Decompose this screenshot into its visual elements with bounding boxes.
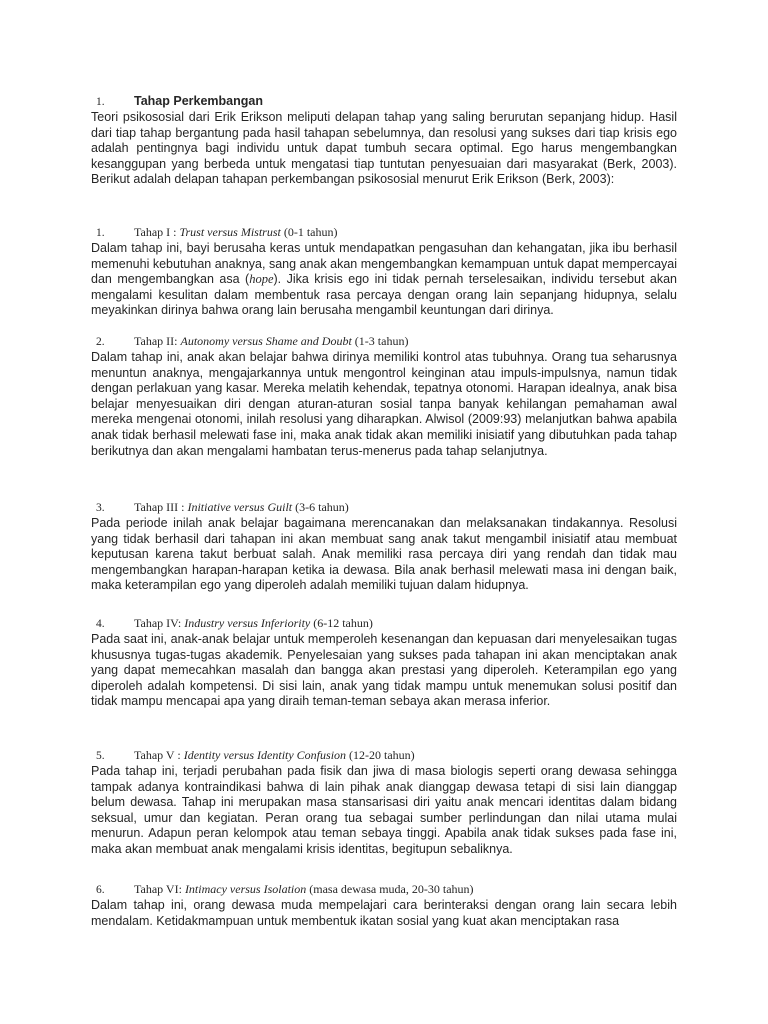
stage-name: Trust versus Mistrust (179, 225, 281, 239)
stage-age: (3-6 tahun) (292, 500, 349, 514)
stage-age: (12-20 tahun) (346, 748, 415, 762)
stage-label: Tahap III : (134, 500, 188, 514)
stage-heading (91, 748, 677, 764)
stage-name: Autonomy versus Shame and Doubt (180, 334, 352, 348)
stage-age: (6-12 tahun) (310, 616, 373, 630)
stage-paragraph: Pada periode inilah anak belajar bagaimana merencanakan dan melaksanakan tindakannya. Resolusi yang tidak berhasil dari tahapan ini akan membuat sang anak takut mengambil inisiatif atau membuat keputusan karena takut berbuat salah. Anak memiliki rasa percaya diri yang rendah dan tidak mau mengembangkan harapan-harapan ketika ia dewasa. Bila anak berhasil melewati masa ini dengan baik, maka keterampilan ego yang diperoleh adalah memiliki tujuan dalam hidupnya. (91, 516, 677, 593)
stage-text-part: ). Jika krisis ego ini tidak pernah terselesaikan, individu tersebut akan mengalami kesulitan dalam membentuk rasa percaya dengan orang lain sepanjang hidupnya, selalu meyakinkan dirinya bahwa orang lain berusaha mengambil keuntungan dari dirinya. (91, 272, 677, 318)
intro-section (91, 94, 677, 188)
stage-paragraph: Pada tahap ini, terjadi perubahan pada fisik dan jiwa di masa biologis seperti orang dewasa sehingga tampak adanya kontraindikasi bahwa di lain pihak anak dianggap dewasa tetapi di sisi lain dianggap belum dewasa. Tahap ini merupakan masa stansarisasi diri yaitu anak mencari identitas dalam bidang seksual, umur dan kegiatan. Peran orang tua sebagai sumber perlindungan dan nilai utama mulai menurun. Adapun peran kelompok atau teman sebaya tinggi. Apabila anak tidak sukses pada fase ini, maka akan membuat anak mengalami krisis identitas, begitupun sebaliknya. (91, 764, 677, 856)
stage-heading (91, 500, 677, 516)
stage-number: 3. (96, 502, 105, 514)
stage-name: Intimacy versus Isolation (184, 882, 307, 896)
section-heading (91, 94, 677, 110)
stage-name: Industry versus Inferiority (184, 616, 311, 630)
stage-6 (91, 882, 677, 929)
stage-heading (91, 882, 677, 898)
stage-name: Identity versus Identity Confusion (183, 748, 347, 762)
stage-number: 2. (96, 336, 105, 348)
stage-label: Tahap II: (134, 334, 181, 348)
stage-number: 5. (96, 750, 105, 762)
intro-paragraph: Teori psikososial dari Erik Erikson meliputi delapan tahap yang saling berurutan sepanjang hidup. Hasil dari tiap tahap bergantung pada hasil tahapan sebelumnya, dan resolusi yang sukses dari tiap krisis ego adalah pentingnya bagi individu untuk dapat tumbuh secara optimal. Ego harus mengembangkan kesanggupan yang berbeda untuk mengatasi tiap tuntutan penyesuaian dari masyarakat (Berk, 2003). Berikut adalah delapan tahapan perkembangan psikososial menurut Erik Erikson (Berk, 2003): (91, 110, 677, 187)
stage-text-part: Dalam tahap ini, bayi berusaha keras untuk mendapatkan pengasuhan dan kehangatan, jika ibu berhasil memenuhi kebutuhan anaknya, sang anak akan mengembangkan kemampuan untuk dapat mempercayai dan mengembangkan asa ( (91, 241, 677, 287)
stage-age: (masa dewasa muda, 20-30 tahun) (306, 882, 474, 896)
stage-label: Tahap IV: (134, 616, 185, 630)
stage-label: Tahap V : (134, 748, 184, 762)
stage-heading (91, 225, 677, 241)
stage-age: (0-1 tahun) (280, 225, 338, 239)
stage-1 (91, 225, 677, 319)
section-title: Tahap Perkembangan (134, 94, 263, 108)
stage-name: Initiative versus Guilt (187, 500, 293, 514)
stage-text-italic: hope (249, 272, 274, 287)
stage-paragraph: Dalam tahap ini, anak akan belajar bahwa dirinya memiliki kontrol atas tubuhnya. Orang tua seharusnya menuntun anaknya, mengajarkannya untuk mengontrol keinginan atau impuls-impulsnya, namun tidak dengan perlakuan yang kasar. Mereka melatih kehendak, tepatnya otonomi. Harapan idealnya, anak bisa belajar menyesuaikan diri dengan aturan-aturan sosial tanpa banyak kehilangan pemahaman awal mereka mengenai otonomi, inilah resolusi yang diharapkan. Alwisol (2009:93) melanjutkan bahwa apabila anak tidak berhasil melewati fase ini, maka anak tidak akan memiliki inisiatif yang dibutuhkan pada tahap berikutnya dan akan mengalami hambatan terus-menerus pada tahap selanjutnya. (91, 350, 677, 458)
section-number: 1. (96, 96, 105, 108)
stage-number: 1. (96, 227, 105, 239)
stage-age: (1-3 tahun) (351, 334, 409, 348)
stage-paragraph: Pada saat ini, anak-anak belajar untuk memperoleh kesenangan dan kepuasan dari menyelesaikan tugas khususnya tugas-tugas akademik. Penyelesaian yang sukses pada tahapan ini akan menciptakan anak yang dapat memecahkan masalah dan bangga akan prestasi yang diperoleh. Keterampilan ego yang diperoleh adalah kompetensi. Di sisi lain, anak yang tidak mampu untuk menemukan solusi positif dan tidak mampu mencapai apa yang diraih teman-teman sebaya akan merasa inferior. (91, 632, 677, 709)
stage-4 (91, 616, 677, 710)
stage-heading (91, 616, 677, 632)
stage-paragraph (91, 241, 677, 319)
stage-number: 4. (96, 618, 105, 630)
stage-number: 6. (96, 884, 105, 896)
stage-label: Tahap VI: (134, 882, 185, 896)
stage-2 (91, 334, 677, 459)
stage-5 (91, 748, 677, 858)
stage-paragraph: Dalam tahap ini, orang dewasa muda mempelajari cara berinteraksi dengan orang lain secara lebih mendalam. Ketidakmampuan untuk membentuk ikatan sosial yang kuat akan menciptakan rasa (91, 898, 677, 928)
stage-3 (91, 500, 677, 594)
stage-heading (91, 334, 677, 350)
stage-label: Tahap I : (134, 225, 180, 239)
